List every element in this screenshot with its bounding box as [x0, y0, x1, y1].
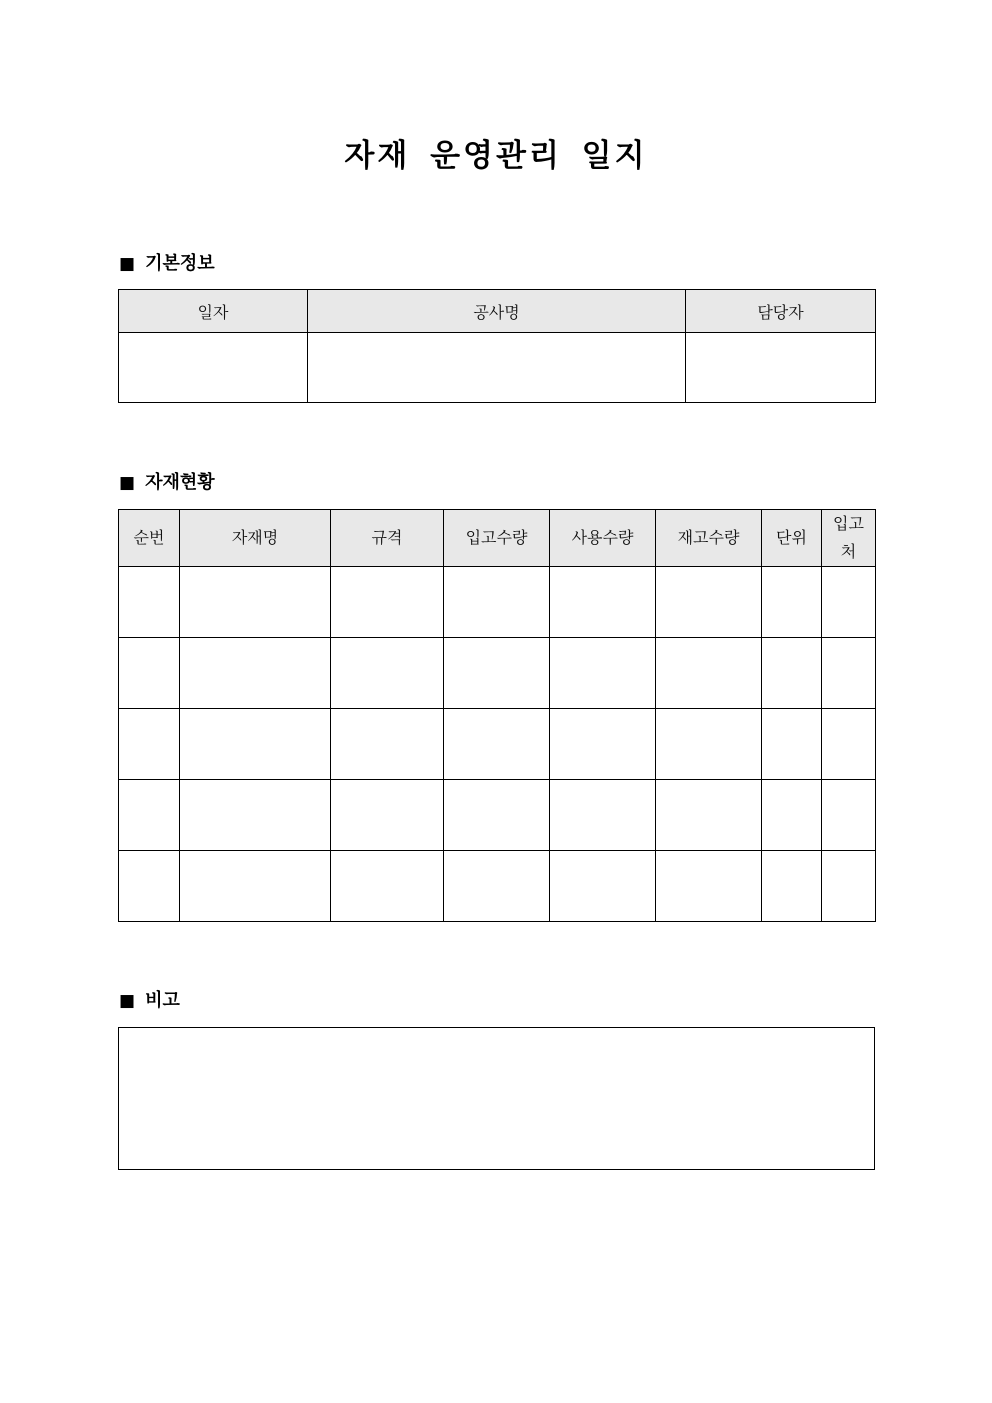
table-cell[interactable] — [180, 780, 331, 851]
table-cell[interactable] — [331, 851, 444, 922]
table-cell[interactable] — [762, 780, 822, 851]
table-cell[interactable] — [180, 638, 331, 709]
table-row — [119, 851, 876, 922]
section-heading-basic-info — [119, 251, 215, 277]
remarks-field[interactable] — [118, 1027, 875, 1170]
table-row — [119, 333, 876, 403]
square-bullet-icon: ■ — [119, 473, 136, 493]
section-heading-label: 비고 — [145, 990, 180, 1011]
column-header-used-qty: 사용수량 — [550, 510, 656, 567]
table-header-row — [119, 290, 876, 333]
table-cell[interactable] — [180, 567, 331, 638]
document-title: 자재 운영관리 일지 — [344, 138, 648, 174]
basic-info-table — [118, 289, 876, 403]
table-cell[interactable] — [822, 709, 876, 780]
table-cell[interactable] — [550, 780, 656, 851]
table-cell[interactable] — [822, 780, 876, 851]
table-cell[interactable] — [762, 638, 822, 709]
table-cell[interactable] — [119, 851, 180, 922]
table-cell[interactable] — [444, 709, 550, 780]
table-cell[interactable] — [331, 638, 444, 709]
table-cell[interactable] — [656, 567, 762, 638]
table-cell[interactable] — [656, 709, 762, 780]
table-cell[interactable] — [656, 851, 762, 922]
table-cell[interactable] — [550, 567, 656, 638]
table-cell[interactable] — [119, 709, 180, 780]
manager-field[interactable] — [686, 333, 876, 403]
table-cell[interactable] — [550, 851, 656, 922]
table-cell[interactable] — [656, 638, 762, 709]
table-cell[interactable] — [822, 851, 876, 922]
section-heading-label: 기본정보 — [145, 253, 215, 274]
table-cell[interactable] — [762, 851, 822, 922]
column-header-supplier: 입고처 — [822, 510, 876, 567]
table-cell[interactable] — [822, 638, 876, 709]
column-header-material-name: 자재명 — [180, 510, 331, 567]
column-header-unit: 단위 — [762, 510, 822, 567]
column-header-seq: 순번 — [119, 510, 180, 567]
table-cell[interactable] — [550, 638, 656, 709]
table-cell[interactable] — [550, 709, 656, 780]
table-header-row — [119, 510, 876, 567]
table-cell[interactable] — [444, 638, 550, 709]
table-cell[interactable] — [444, 851, 550, 922]
square-bullet-icon: ■ — [119, 254, 136, 274]
table-row — [119, 638, 876, 709]
section-heading-remarks — [119, 988, 180, 1014]
section-heading-materials — [119, 470, 215, 496]
table-cell[interactable] — [762, 567, 822, 638]
table-row — [119, 780, 876, 851]
table-cell[interactable] — [762, 709, 822, 780]
table-cell[interactable] — [444, 780, 550, 851]
section-heading-label: 자재현황 — [145, 472, 215, 493]
table-cell[interactable] — [656, 780, 762, 851]
square-bullet-icon: ■ — [119, 991, 136, 1011]
table-cell[interactable] — [119, 638, 180, 709]
materials-table — [118, 509, 876, 922]
table-row — [119, 567, 876, 638]
table-cell[interactable] — [331, 567, 444, 638]
table-cell[interactable] — [444, 567, 550, 638]
column-header-spec: 규격 — [331, 510, 444, 567]
table-cell[interactable] — [822, 567, 876, 638]
column-header-stock-qty: 재고수량 — [656, 510, 762, 567]
column-header-date: 일자 — [119, 290, 308, 333]
table-cell[interactable] — [331, 709, 444, 780]
date-field[interactable] — [119, 333, 308, 403]
project-name-field[interactable] — [308, 333, 686, 403]
column-header-received-qty: 입고수량 — [444, 510, 550, 567]
table-cell[interactable] — [180, 709, 331, 780]
table-row — [119, 709, 876, 780]
table-cell[interactable] — [119, 780, 180, 851]
column-header-manager: 담당자 — [686, 290, 876, 333]
column-header-project-name: 공사명 — [308, 290, 686, 333]
table-cell[interactable] — [119, 567, 180, 638]
table-cell[interactable] — [331, 780, 444, 851]
table-cell[interactable] — [180, 851, 331, 922]
